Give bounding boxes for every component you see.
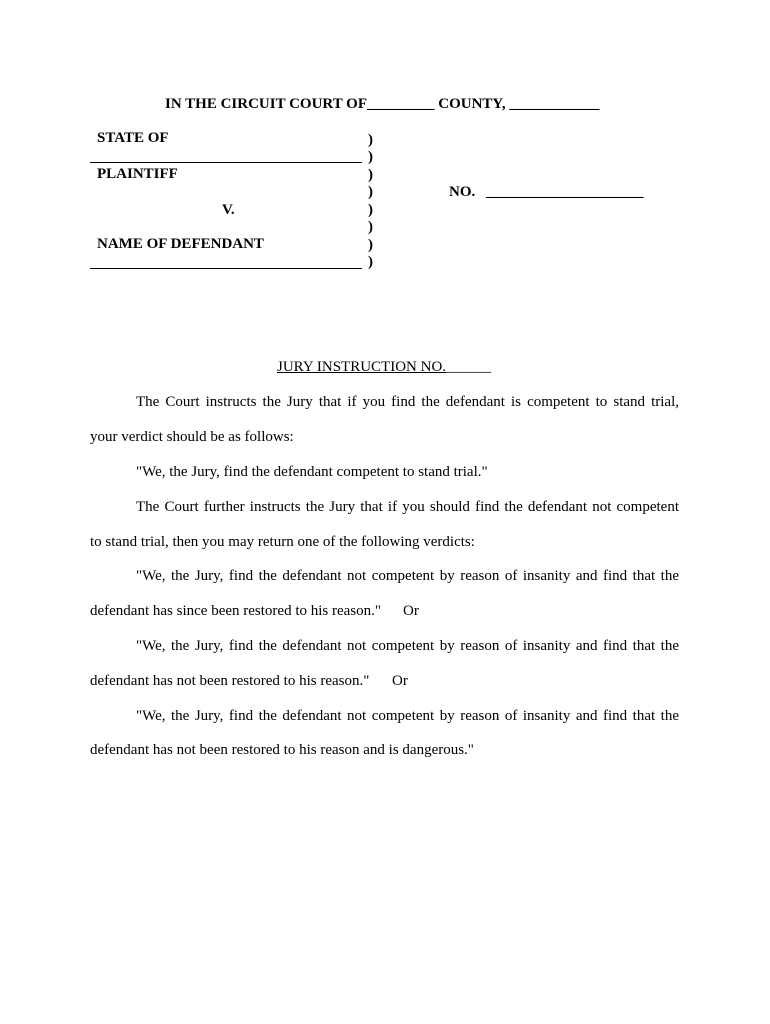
instruction-number-blank: ______ xyxy=(446,359,492,375)
instruction-heading xyxy=(277,358,491,376)
caption-paren: ) xyxy=(368,254,373,270)
caption-paren: ) xyxy=(368,219,373,235)
verdict-3-line-2: defendant has not been restored to his reason and is dangerous." xyxy=(90,742,474,758)
defendant-label: NAME OF DEFENDANT xyxy=(97,236,264,252)
paragraph-1-line-2: your verdict should be as follows: xyxy=(90,429,294,445)
verdict-2-line-2: defendant has not been restored to his reason." xyxy=(90,673,370,689)
plaintiff-label: PLAINTIFF xyxy=(97,166,178,182)
caption-paren: ) xyxy=(368,149,373,165)
versus-label: V. xyxy=(222,202,235,218)
court-heading: IN THE CIRCUIT COURT OF_________ COUNTY, ____________ xyxy=(165,96,600,112)
verdict-2-line-1: "We, the Jury, find the defendant not competent by reason of insanity and find that the xyxy=(136,638,679,654)
caption-paren: ) xyxy=(368,202,373,218)
case-number-label: NO. xyxy=(449,184,476,200)
verdict-competent: "We, the Jury, find the defendant competent to stand trial." xyxy=(136,464,488,480)
caption-paren: ) xyxy=(368,237,373,253)
verdict-1-line-2: defendant has since been restored to his reason." xyxy=(90,603,382,619)
verdict-1-line-1: "We, the Jury, find the defendant not competent by reason of insanity and find that the xyxy=(136,568,679,584)
or-connector: Or xyxy=(403,603,419,619)
caption-paren: ) xyxy=(368,132,373,148)
caption-paren: ) xyxy=(368,184,373,200)
paragraph-2-line-2: to stand trial, then you may return one of the following verdicts: xyxy=(90,534,475,550)
caption-paren: ) xyxy=(368,167,373,183)
verdict-3-line-1: "We, the Jury, find the defendant not competent by reason of insanity and find that the xyxy=(136,708,679,724)
paragraph-1-line-1: The Court instructs the Jury that if you find the defendant is competent to stand trial, xyxy=(136,394,679,410)
instruction-heading-text: JURY INSTRUCTION NO. xyxy=(277,359,447,375)
state-of-label: STATE OF xyxy=(97,130,169,146)
or-connector: Or xyxy=(392,673,408,689)
plaintiff-name-line xyxy=(90,162,362,163)
paragraph-2-line-1: The Court further instructs the Jury that if you should find the defendant not competent xyxy=(136,499,679,515)
case-number-blank: _____________________ xyxy=(486,184,644,200)
defendant-name-line xyxy=(90,268,362,269)
